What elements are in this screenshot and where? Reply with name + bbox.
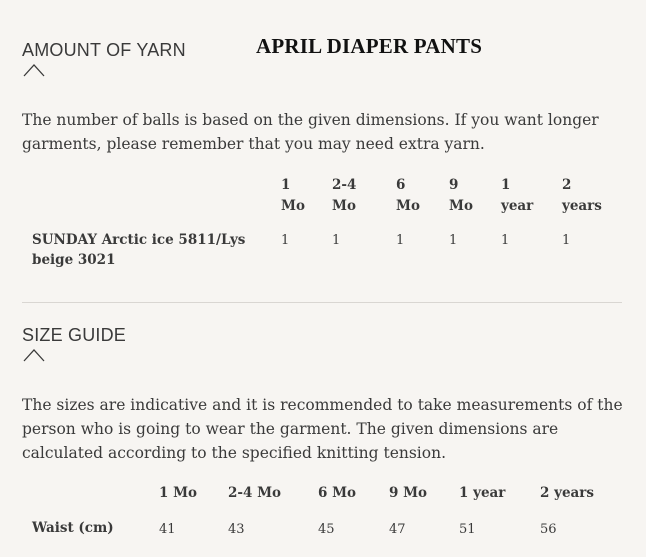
size-description: The sizes are indicative and it is recommended to take measurements of the person who is going to wear the garment. The given dimensions are calculated according to the specified knitting tension. — [22, 396, 623, 462]
yarn-cell: 1 — [396, 233, 405, 248]
yarn-cell: 1 — [449, 233, 458, 248]
yarn-cell: 1 — [562, 233, 571, 248]
pattern-title: APRIL DIAPER PANTS — [256, 34, 483, 58]
size-header-4: 9 Mo — [389, 485, 428, 501]
yarn-header-4: 9 Mo — [449, 177, 473, 214]
chevron-up-icon[interactable] — [23, 348, 45, 362]
yarn-header-5: 1 year — [501, 177, 534, 214]
size-section-title[interactable]: SIZE GUIDE — [22, 325, 127, 345]
size-row-label: Waist (cm) — [32, 520, 114, 536]
size-header-6: 2 years — [540, 485, 594, 501]
size-header-1: 1 Mo — [159, 485, 198, 501]
yarn-description: The number of balls is based on the given dimensions. If you want longer garments, please remember that you may need extra yarn. — [22, 111, 599, 153]
size-header-5: 1 year — [459, 485, 506, 501]
size-cell: 41 — [159, 522, 176, 537]
size-cell: 56 — [540, 522, 557, 537]
size-cell: 47 — [389, 522, 406, 537]
size-header-3: 6 Mo — [318, 485, 357, 501]
yarn-section-title[interactable]: AMOUNT OF YARN — [22, 40, 186, 60]
yarn-cell: 1 — [501, 233, 510, 248]
size-cell: 43 — [228, 522, 245, 537]
yarn-header-2: 2-4 Mo — [332, 177, 357, 214]
section-divider — [22, 302, 622, 303]
yarn-row-label: SUNDAY Arctic ice 5811/Lys beige 3021 — [32, 232, 246, 268]
yarn-header-3: 6 Mo — [396, 177, 420, 214]
yarn-header-1: 1 Mo — [281, 177, 305, 214]
size-header-2: 2-4 Mo — [228, 485, 282, 501]
yarn-cell: 1 — [332, 233, 341, 248]
size-cell: 51 — [459, 522, 476, 537]
chevron-up-icon[interactable] — [23, 63, 45, 77]
yarn-cell: 1 — [281, 233, 290, 248]
yarn-header-6: 2 years — [562, 177, 602, 214]
size-cell: 45 — [318, 522, 335, 537]
